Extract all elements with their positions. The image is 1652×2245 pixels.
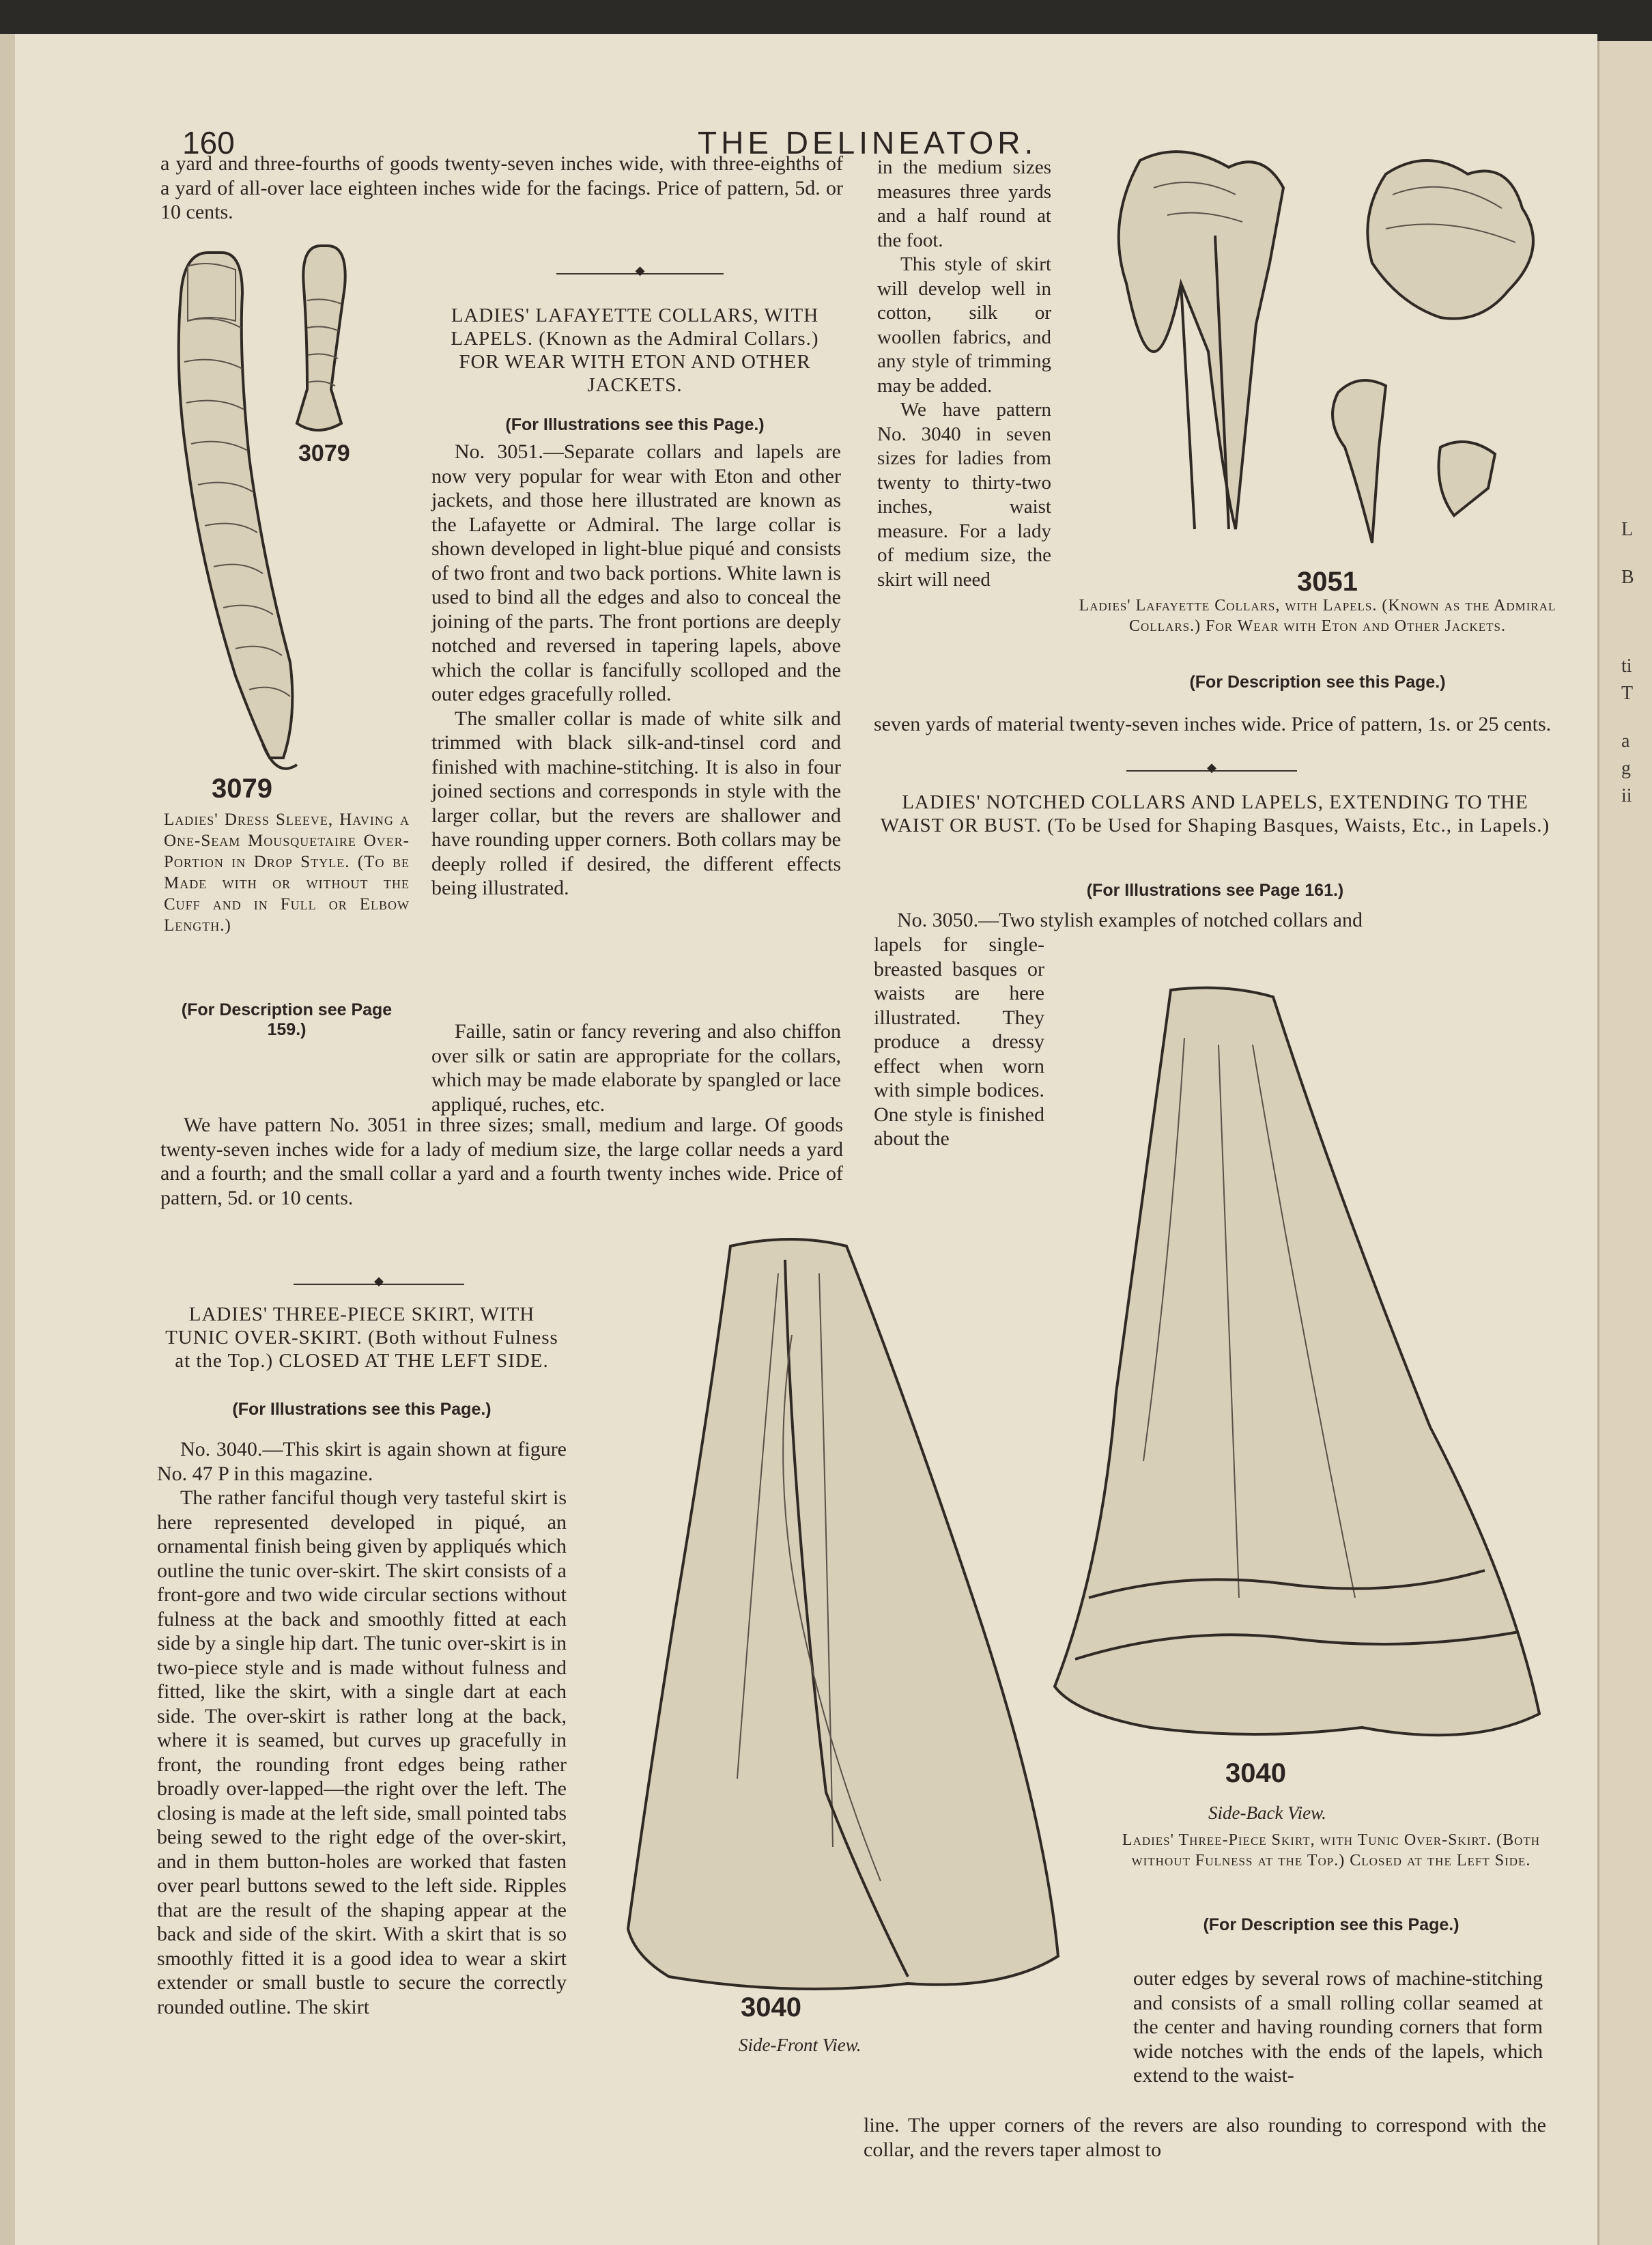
side-back-figure-caption: Ladies' Three-Piece Skirt, with Tunic Over-Skirt. (Both without Fulness at the Top.) Closed at the Left Side. xyxy=(1122,1831,1541,1869)
collars-article-p4: We have pattern No. 3051 in three sizes; small, medium and large. Of goods twenty-seven inches wide for a lady of medium size, the large collar needs a yard and a fourth; and the small collar a yard and a fourth twenty inches wide. Price of pattern, 5d. or 10 cents. xyxy=(160,1114,843,1209)
collars-illustration xyxy=(1099,147,1577,570)
next-page-fragment: T xyxy=(1621,683,1634,704)
side-back-figure-reference: (For Description see this Page.) xyxy=(1203,1915,1459,1934)
notched-article-reference: (For Illustrations see Page 161.) xyxy=(1086,881,1344,900)
skirt-article-body: No. 3040.—This skirt is again shown at figure No. 47 P in this magazine. The rather fanciful though very tasteful skirt is here represented developed in piqué, an ornamental finish being given by appliqués which outline the tunic over-skirt. The skirt consists of a front-gore and two wide circular sections without fulness at the back and smoothly fitted at each side by a single hip dart. The tunic over-skirt is in two-piece style and is made without fulness and fitted, like the skirt, with a single dart at each side. The over-skirt is rather long at the back, where it is seamed, but curves up gracefully in front, the rounding front edges being rather broadly over-lapped—the right over the left. The closing is made at the left side, small pointed tabs being sewed to the right edge of the over-skirt, and in them button-holes are worked that fasten over pearl buttons sewed to the left side. Ripples that are the result of the shaping appear at the back and side of the skirt. With a skirt that is so smoothly fitted it is a good idea to wear a skirt extender or small bustle to secure the correctly rounded outline. The skirt xyxy=(157,1438,567,2018)
next-page-fragment: g xyxy=(1621,758,1631,779)
next-page-fragment: L xyxy=(1621,519,1634,540)
side-front-figure-number: 3040 xyxy=(741,1992,801,2022)
side-back-figure-number: 3040 xyxy=(1225,1758,1286,1788)
collars-article-p3-start: Faille, satin or fancy revering and also chiffon over silk or satin are appropriate for the collars, which may be made elaborate by spangled or lace appliqué, ruches, etc. xyxy=(431,1020,841,1116)
section-separator xyxy=(1126,770,1297,772)
next-page-fragment: ii xyxy=(1621,785,1632,806)
sleeve-caption: Ladies' Dress Sleeve, Having a One-Seam Mousquetaire Over-Portion in Drop Style. (To be Made with or without the Cuff and in Full or Elbow Length.) xyxy=(164,810,410,935)
collars-article-body: No. 3051.—Separate collars and lapels are now very popular for wear with Eton and other jackets, and those here illustrated are known as the Lafayette or Admiral. The large collar is shown developed in light-blue piqué and consists of two front and two back portions. White lawn is used to bind all the edges and also to conceal the joining of the parts. The front portions are deeply notched and reversed in tapering lapels, above which the collar is fancifully scolloped and the outer edges gracefully rolled. The smaller collar is made of white silk and trimmed with black silk-and-tinsel cord and finished with machine-stitching. It is also in four joined sections and corresponds in style with the larger collar, but the revers are shallower and have rounding upper corners. Both collars may be deeply rolled if desired, the different effects being illustrated. xyxy=(431,440,841,899)
collars-figure-number: 3051 xyxy=(1297,567,1358,597)
collars-figure-caption: Ladies' Lafayette Collars, with Lapels. (Known as the Admiral Collars.) For Wear with Eton and Other Jackets. xyxy=(1079,597,1556,635)
collars-figure-reference: (For Description see this Page.) xyxy=(1189,673,1446,692)
col3-text: in the medium sizes measures three yards and a half round at the foot. This style of skirt will develop well in cotton, silk or woollen fabrics, and any style of trimming may be added. We have pattern No. 3040 in seven sizes for ladies from twenty to thirty-two inches, waist measure. For a lady of medium size, the skirt will need xyxy=(877,156,1051,591)
skirt-article-reference: (For Illustrations see this Page.) xyxy=(232,1400,492,1419)
notched-article-p2: outer edges by several rows of machine-stitching and consists of a small rolling collar seamed at the center and having rounding corners that form wide notches with the ends of the lapels, which extend to the waist- xyxy=(1133,1967,1543,2087)
sleeve-reference: (For Description see Page 159.) xyxy=(181,1000,393,1039)
sleeve-figure-number-large: 3079 xyxy=(212,774,272,804)
next-page-fragment: ti xyxy=(1621,655,1632,677)
running-head-title: THE DELINEATOR. xyxy=(698,125,1038,160)
collars-article-reference: (For Illustrations see this Page.) xyxy=(505,415,765,434)
skirt-side-back-illustration xyxy=(1048,983,1567,1762)
side-back-view-label: Side-Back View. xyxy=(1208,1803,1326,1823)
col3-wide-text: seven yards of material twenty-seven inches wide. Price of pattern, 1s. or 25 cents. xyxy=(874,713,1552,735)
section-separator xyxy=(556,273,724,274)
notched-article-heading: LADIES' NOTCHED COLLARS AND LAPELS, EXTENDING TO THE WAIST OR BUST. (To be Used for Shaping Basques, Waists, Etc., in Lapels.) xyxy=(880,791,1550,836)
next-page-fragment: a xyxy=(1621,731,1630,752)
next-page-fragment: B xyxy=(1621,567,1634,588)
page-number: 160 xyxy=(182,125,235,160)
notched-article-p1-narrow: lapels for single-breasted basques or waists are here illustrated. They produce a dressy effect when worn with simple bodices. One style is finished about the xyxy=(874,933,1044,1150)
next-page-edge xyxy=(1597,41,1652,2245)
sleeve-figure-number-small: 3079 xyxy=(298,440,350,466)
skirt-side-front-illustration xyxy=(621,1232,1099,2004)
sleeve-illustration xyxy=(160,239,427,785)
col1-top-text: a yard and three-fourths of goods twenty-seven inches wide, with three-eighths of a yard of all-over lace eighteen inches wide for the facings. Price of pattern, 5d. or 10 cents. xyxy=(160,152,843,223)
side-front-view-label: Side-Front View. xyxy=(739,2035,861,2055)
notched-article-p1-wide: No. 3050.—Two stylish examples of notched collars and xyxy=(897,909,1363,931)
section-separator xyxy=(294,1284,464,1285)
notched-article-p3: line. The upper corners of the revers are also rounding to correspond with the collar, and the revers taper almost to xyxy=(864,2114,1546,2161)
collars-article-heading: LADIES' LAFAYETTE COLLARS, WITH LAPELS. (Known as the Admiral Collars.) FOR WEAR WITH ETON AND OTHER JACKETS. xyxy=(451,305,819,396)
skirt-article-heading: LADIES' THREE-PIECE SKIRT, WITH TUNIC OVER-SKIRT. (Both without Fulness at the Top.) CLOSED AT THE LEFT SIDE. xyxy=(165,1303,558,1372)
